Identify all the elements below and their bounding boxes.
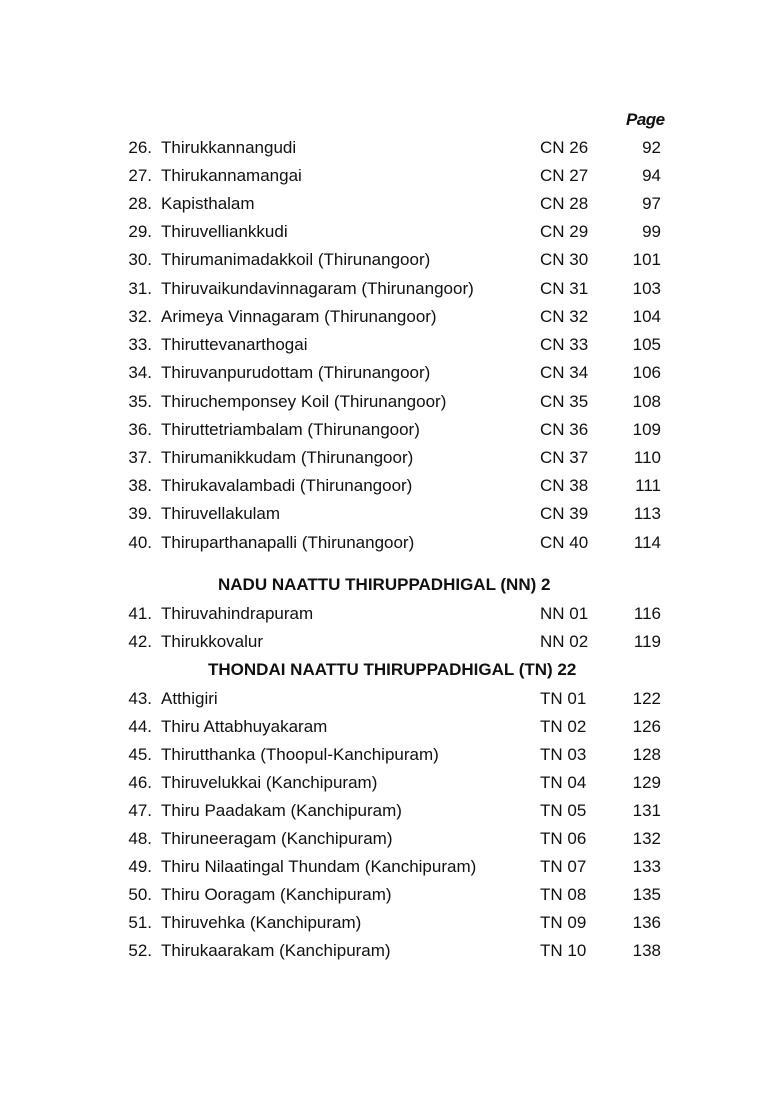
entry-number: 42. <box>128 632 152 651</box>
entry-page: 108 <box>632 392 661 411</box>
entry-name: Thiruvelliankkudi <box>161 222 288 241</box>
entry-number: 40. <box>128 533 152 552</box>
entry-code: CN 40 <box>540 533 589 552</box>
entry-number: 37. <box>128 448 152 467</box>
entry-page: 106 <box>632 363 661 382</box>
toc-entry <box>0 529 780 557</box>
entry-name: Thiruneeragam (Kanchipuram) <box>161 829 393 848</box>
toc-entry <box>0 162 780 190</box>
entry-page: 105 <box>632 335 661 354</box>
entry-page: 97 <box>642 194 661 213</box>
entry-name: Kapisthalam <box>161 194 255 213</box>
entry-number: 52. <box>128 941 152 960</box>
entry-page: 129 <box>632 773 661 792</box>
entry-code: CN 38 <box>540 476 589 495</box>
entry-page: 109 <box>632 420 661 439</box>
entry-page: 132 <box>632 829 661 848</box>
entry-code: TN 08 <box>540 885 587 904</box>
entry-code: TN 02 <box>540 717 587 736</box>
entry-number: 49. <box>128 857 152 876</box>
toc-entry <box>0 600 780 628</box>
section-heading <box>0 570 780 600</box>
entry-number: 51. <box>128 913 152 932</box>
entry-code: NN 02 <box>540 632 589 651</box>
entry-number: 27. <box>128 166 152 185</box>
toc-entry <box>0 685 780 713</box>
toc-entry <box>0 472 780 500</box>
entry-page: 135 <box>632 885 661 904</box>
entry-code: TN 07 <box>540 857 587 876</box>
entry-number: 31. <box>128 279 152 298</box>
entry-number: 35. <box>128 392 152 411</box>
entry-name: Thiruvanpurudottam (Thirunangoor) <box>161 363 431 382</box>
entry-name: Thiru Nilaatingal Thundam (Kanchipuram) <box>161 857 477 876</box>
toc-entry <box>0 359 780 387</box>
toc-entry <box>0 275 780 303</box>
entry-code: CN 36 <box>540 420 589 439</box>
section-heading <box>0 655 780 685</box>
entry-number: 30. <box>128 250 152 269</box>
toc-entry <box>0 444 780 472</box>
entry-page: 111 <box>635 476 661 495</box>
entry-page: 128 <box>632 745 661 764</box>
entry-code: TN 05 <box>540 801 587 820</box>
entry-page: 113 <box>633 504 661 523</box>
entry-code: TN 01 <box>540 689 587 708</box>
toc-entry <box>0 937 780 965</box>
entry-page: 99 <box>642 222 661 241</box>
entry-name: Thirukannamangai <box>161 166 302 185</box>
entry-name: Thiruvaikundavinnagaram (Thirunangoor) <box>161 279 474 298</box>
entry-code: TN 03 <box>540 745 587 764</box>
entry-number: 34. <box>128 363 152 382</box>
entry-number: 29. <box>128 222 152 241</box>
entry-name: Thiru Paadakam (Kanchipuram) <box>161 801 402 820</box>
entry-code: CN 34 <box>540 363 589 382</box>
entry-code: NN 01 <box>540 604 589 623</box>
entry-name: Thirumanimadakkoil (Thirunangoor) <box>161 250 431 269</box>
entry-code: TN 09 <box>540 913 587 932</box>
entry-code: CN 32 <box>540 307 589 326</box>
entry-name: Thirukkannangudi <box>161 138 297 157</box>
toc-entry <box>0 303 780 331</box>
entry-code: CN 37 <box>540 448 589 467</box>
toc-entry <box>0 190 780 218</box>
entry-number: 45. <box>128 745 152 764</box>
entry-page: 116 <box>633 604 661 623</box>
entry-name: Thiruvellakulam <box>161 504 281 523</box>
toc-entry <box>0 741 780 769</box>
entry-name: Thiruvelukkai (Kanchipuram) <box>161 773 378 792</box>
entry-name: Thiru Ooragam (Kanchipuram) <box>161 885 392 904</box>
entry-code: CN 28 <box>540 194 589 213</box>
entry-name: Thirukavalambadi (Thirunangoor) <box>161 476 413 495</box>
entry-page: 92 <box>642 138 661 157</box>
toc-entry <box>0 500 780 528</box>
entry-code: CN 31 <box>540 279 589 298</box>
entry-page: 131 <box>632 801 661 820</box>
entry-number: 26. <box>128 138 152 157</box>
entry-name: Thiruchemponsey Koil (Thirunangoor) <box>161 392 447 411</box>
entry-page: 126 <box>632 717 661 736</box>
toc-entry <box>0 628 780 656</box>
entry-number: 32. <box>128 307 152 326</box>
entry-page: 114 <box>633 533 661 552</box>
entry-name: Thiru Attabhuyakaram <box>161 717 328 736</box>
entry-number: 48. <box>128 829 152 848</box>
toc-entry <box>0 388 780 416</box>
toc-entry <box>0 134 780 162</box>
toc-entry <box>0 881 780 909</box>
entry-number: 28. <box>128 194 152 213</box>
entry-code: CN 35 <box>540 392 589 411</box>
entry-code: CN 39 <box>540 504 589 523</box>
toc-entry <box>0 713 780 741</box>
entry-name: Thiruvahindrapuram <box>161 604 314 623</box>
entry-name: Thirumanikkudam (Thirunangoor) <box>161 448 414 467</box>
entry-number: 33. <box>128 335 152 354</box>
page-column-header: Page <box>626 110 665 129</box>
entry-page: 101 <box>632 250 661 269</box>
entry-code: CN 33 <box>540 335 589 354</box>
entry-name: Thiruttevanarthogai <box>161 335 308 354</box>
entry-code: TN 06 <box>540 829 587 848</box>
entry-number: 36. <box>128 420 152 439</box>
toc-entry <box>0 797 780 825</box>
entry-name: Atthigiri <box>161 689 218 708</box>
toc-entry <box>0 416 780 444</box>
entry-page: 122 <box>632 689 661 708</box>
entry-page: 94 <box>642 166 661 185</box>
entry-name: Thiruttetriambalam (Thirunangoor) <box>161 420 420 439</box>
entry-number: 46. <box>128 773 152 792</box>
entry-page: 104 <box>632 307 661 326</box>
entry-name: Thirukaarakam (Kanchipuram) <box>161 941 391 960</box>
entry-code: TN 10 <box>540 941 587 960</box>
entry-page: 133 <box>632 857 661 876</box>
entry-name: Thirukkovalur <box>161 632 264 651</box>
toc-entry <box>0 825 780 853</box>
entry-code: TN 04 <box>540 773 587 792</box>
entry-page: 103 <box>632 279 661 298</box>
entry-name: Thiruvehka (Kanchipuram) <box>161 913 362 932</box>
entry-page: 119 <box>633 632 661 651</box>
entry-number: 44. <box>128 717 152 736</box>
toc-entry <box>0 909 780 937</box>
entry-number: 41. <box>128 604 152 623</box>
entry-number: 43. <box>128 689 152 708</box>
entry-number: 50. <box>128 885 152 904</box>
section-heading-text: THONDAI NAATTU THIRUPPADHIGAL (TN) 22 <box>208 660 577 679</box>
entry-name: Thiruparthanapalli (Thirunangoor) <box>161 533 415 552</box>
toc-entry <box>0 853 780 881</box>
entry-number: 38. <box>128 476 152 495</box>
entry-page: 138 <box>632 941 661 960</box>
entry-name: Thirutthanka (Thoopul-Kanchipuram) <box>161 745 439 764</box>
toc-entry <box>0 218 780 246</box>
entry-code: CN 26 <box>540 138 589 157</box>
entry-code: CN 27 <box>540 166 589 185</box>
entry-name: Arimeya Vinnagaram (Thirunangoor) <box>161 307 437 326</box>
entry-number: 39. <box>128 504 152 523</box>
toc-entry <box>0 331 780 359</box>
toc-entry <box>0 769 780 797</box>
entry-page: 136 <box>632 913 661 932</box>
entry-code: CN 29 <box>540 222 589 241</box>
entry-number: 47. <box>128 801 152 820</box>
entry-page: 110 <box>633 448 661 467</box>
section-heading-text: NADU NAATTU THIRUPPADHIGAL (NN) 2 <box>218 575 551 594</box>
entry-code: CN 30 <box>540 250 589 269</box>
toc-entry <box>0 246 780 274</box>
